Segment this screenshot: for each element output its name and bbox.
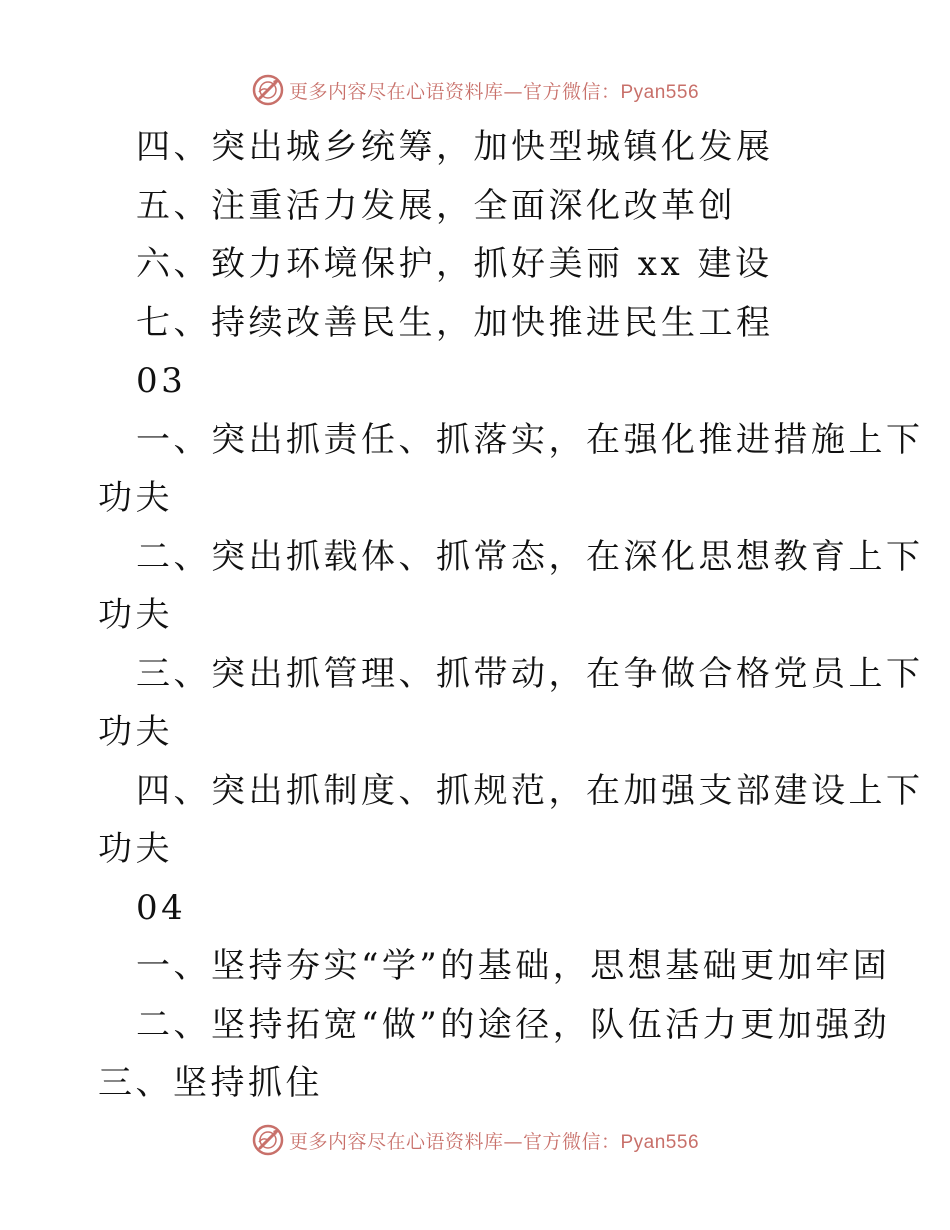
text-line: 五、注重活力发展，全面深化改革创 xyxy=(136,185,736,226)
text-line: 04 xyxy=(136,887,187,928)
watermark-id: Pyan556 xyxy=(620,1131,700,1153)
watermark-label: 更多内容尽在心语资料库—官方微信： xyxy=(288,80,621,103)
text-line: 三、坚持抓住 xyxy=(98,1063,323,1103)
seal-logo-icon xyxy=(251,1123,285,1157)
watermark-id: Pyan556 xyxy=(620,81,700,103)
text-line: 二、坚持拓宽“做”的途径，队伍活力更加强劲 xyxy=(136,1004,891,1045)
text-line: 二、突出抓载体、抓常态，在深化思想教育上下 xyxy=(136,536,924,577)
text-line: 六、致力环境保护，抓好美丽 xx 建设 xyxy=(136,244,773,284)
header-watermark xyxy=(0,70,950,110)
text-line: 三、突出抓管理、抓带动，在争做合格党员上下 xyxy=(136,653,924,694)
text-line: 四、突出抓制度、抓规范，在加强支部建设上下 xyxy=(136,770,924,811)
text-line: 一、突出抓责任、抓落实，在强化推进措施上下 xyxy=(136,419,924,460)
text-line: 功夫 xyxy=(98,478,173,518)
text-line: 一、坚持夯实“学”的基础，思想基础更加牢固 xyxy=(136,946,891,986)
document-body xyxy=(98,118,924,1113)
watermark-label: 更多内容尽在心语资料库—官方微信： xyxy=(288,1130,621,1153)
watermark-text xyxy=(289,77,699,104)
text-line: 七、持续改善民生，加快推进民生工程 xyxy=(136,302,774,343)
watermark-text xyxy=(289,1127,699,1154)
text-line: 03 xyxy=(136,361,187,401)
footer-watermark xyxy=(0,1120,950,1160)
seal-logo-icon xyxy=(251,73,285,107)
text-line: 功夫 xyxy=(98,829,173,869)
text-line: 功夫 xyxy=(98,712,173,752)
text-line: 四、突出城乡统筹，加快型城镇化发展 xyxy=(136,127,774,167)
text-line: 功夫 xyxy=(98,595,173,635)
